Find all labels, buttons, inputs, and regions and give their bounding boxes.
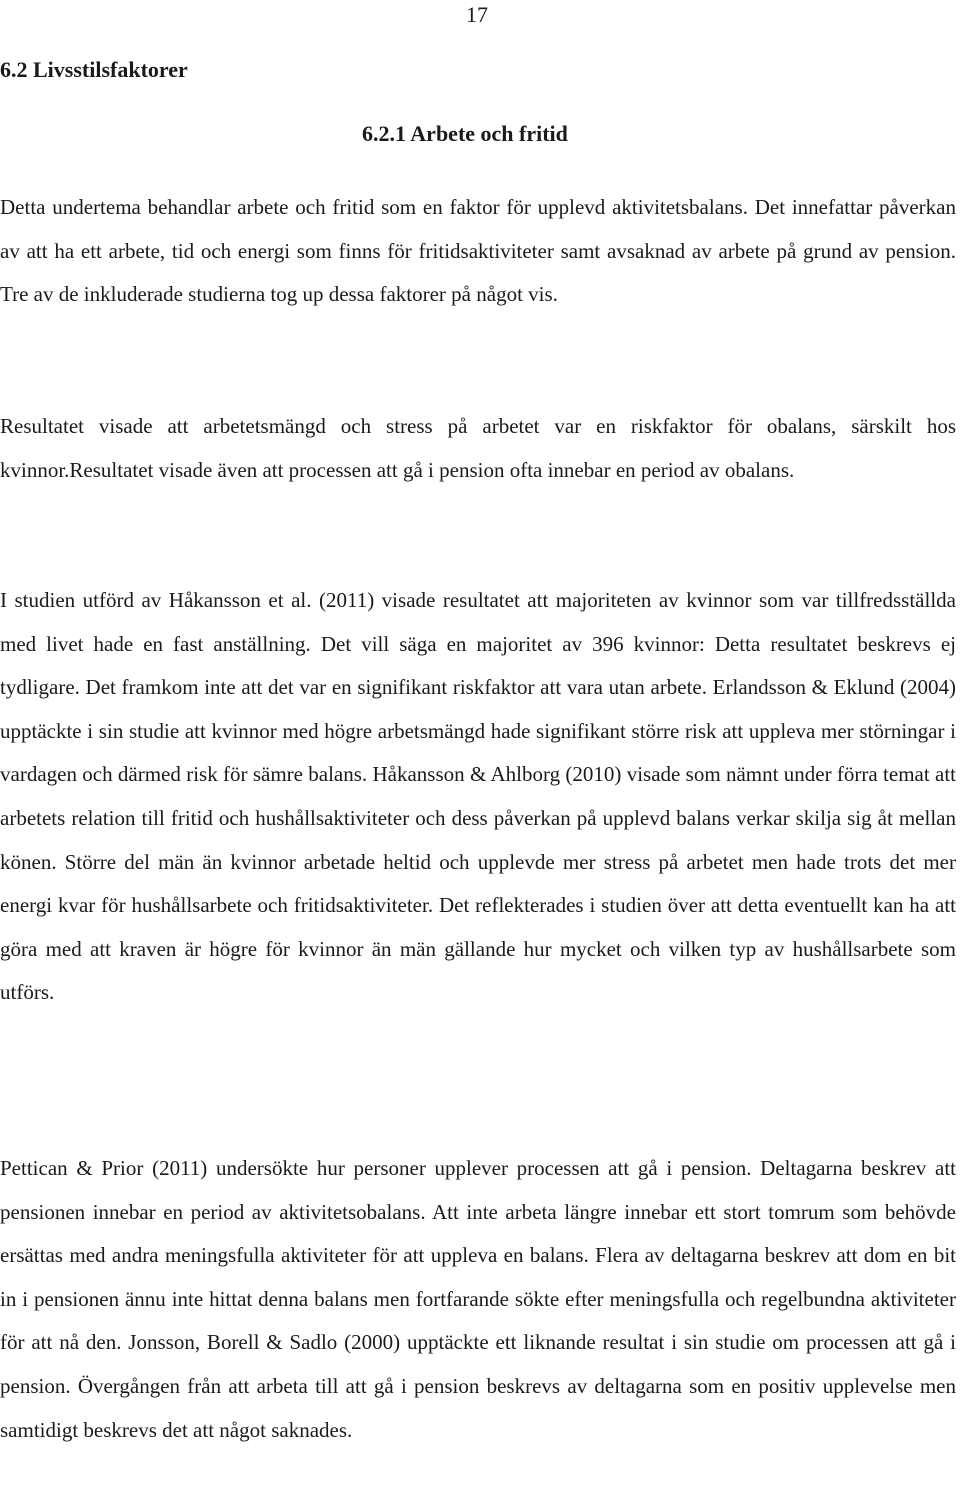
paragraph-intro: Detta undertema behandlar arbete och fritid som en faktor för upplevd aktivitetsbalans. Det innefattar påverkan av att ha ett arbete, tid och energi som finns för fritidsaktiviteter samt avsaknad av arbete på grund av pension. Tre av de inkluderade studierna tog up dessa faktorer på något vis. — [0, 195, 956, 307]
subsection-heading: 6.2.1 Arbete och fritid — [362, 121, 568, 146]
paragraph-results: Resultatet visade att arbetetsmängd och stress på arbetet var en riskfaktor för obalans, särskilt hos kvinnor.Resultatet visade även att processen att gå i pension ofta innebar en period av obalans. — [0, 414, 956, 482]
page-number: 17 — [466, 2, 488, 27]
paragraph-retirement-studies: Pettican & Prior (2011) undersökte hur personer upplever processen att gå i pension. Deltagarna beskrev att pensionen innebar en period av aktivitetsobalans. Att inte arbeta längre innebar ett stort tomrum som behövde ersättas med andra meningsfulla aktiviteter för att uppleva en balans. Flera av deltagarna beskrev att dom en bit in i pensionen ännu inte hittat denna balans men fortfarande sökte efter meningsfulla och regelbundna aktiviteter för att nå den. Jonsson, Borell & Sadlo (2000) upptäckte ett liknande resultat i sin studie om processen att gå i pension. Övergången från att arbeta till att gå i pension beskrevs av deltagarna som en positiv upplevelse men samtidigt beskrevs det att något saknades. — [0, 1156, 956, 1442]
section-heading: 6.2 Livsstilsfaktorer — [0, 57, 188, 82]
paragraph-work-studies: I studien utförd av Håkansson et al. (2011) visade resultatet att majoriteten av kvinnor som var tillfredsställda med livet hade en fast anställning. Det vill säga en majoritet av 396 kvinnor: Detta resultatet beskrevs ej tydligare. Det framkom inte att det var en signifikant riskfaktor att vara utan arbete. Erlandsson & Eklund (2004) upptäckte i sin studie att kvinnor med högre arbetsmängd hade signifikant större risk att uppleva mer störningar i vardagen och därmed risk för sämre balans. Håkansson & Ahlborg (2010) visade som nämnt under förra temat att arbetets relation till fritid och hushållsaktiviteter och dess påverkan på upplevd balans verkar skilja sig åt mellan könen. Större del män än kvinnor arbetade heltid och upplevde mer stress på arbetet men hade trots det mer energi kvar för hushållsarbete och fritidsaktiviteter. Det reflekterades i studien över att detta eventuellt kan ha att göra med att kraven är högre för kvinnor än män gällande hur mycket och vilken typ av hushållsarbete som utförs. — [0, 588, 956, 1005]
